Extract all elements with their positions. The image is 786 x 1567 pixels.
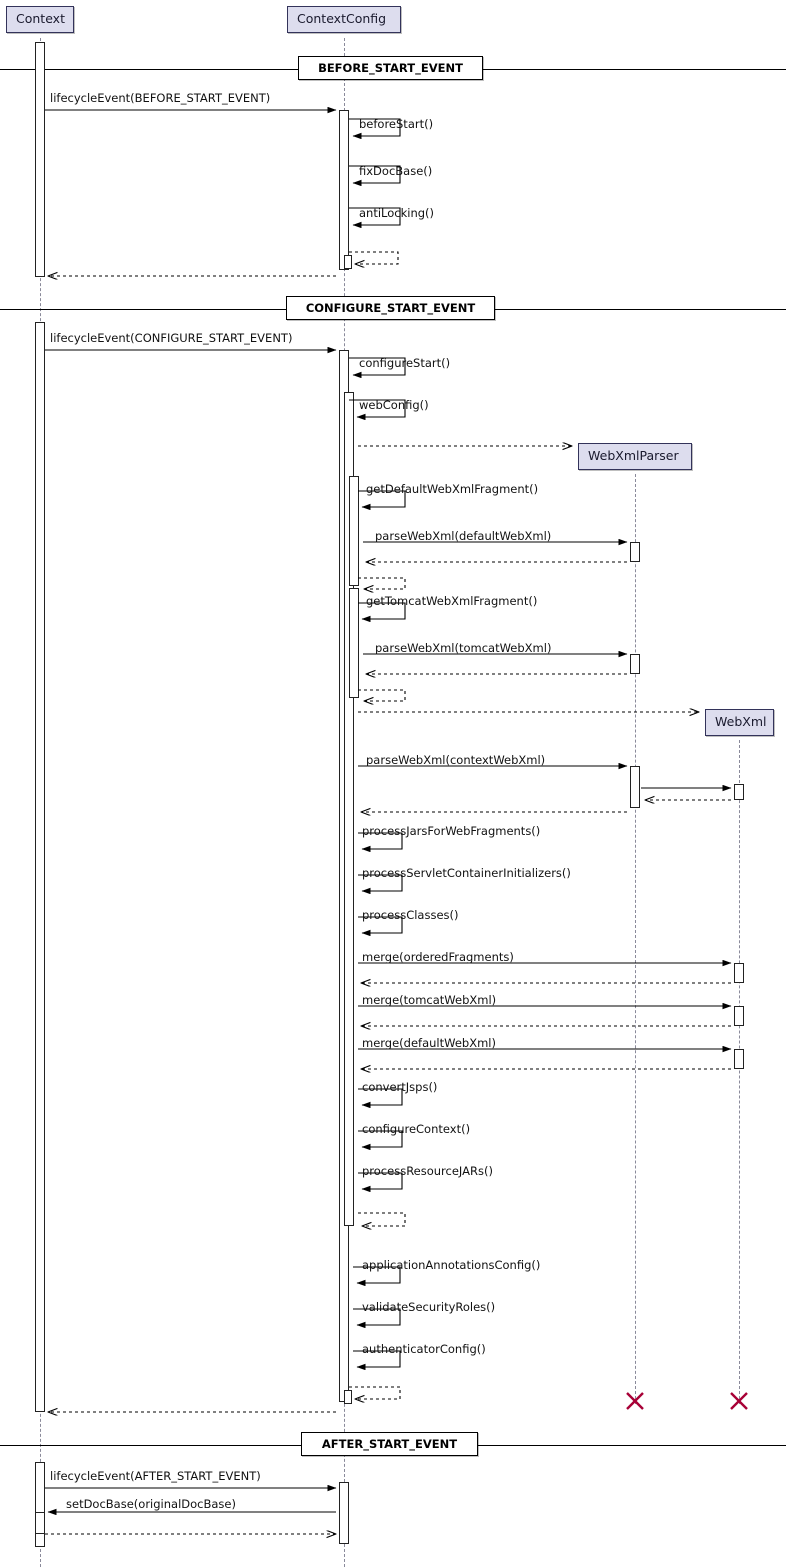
- lifeline-webxml: [739, 740, 740, 1404]
- message-label: authenticatorConfig(): [362, 1342, 486, 1356]
- message-label: configureStart(): [359, 356, 451, 370]
- message-label: fixDocBase(): [359, 164, 433, 178]
- message-label: beforeStart(): [359, 117, 434, 131]
- separator-before-start-event: [298, 56, 483, 80]
- activation-contextconfig-inner-end: [344, 1390, 352, 1404]
- separator-configure-start-event: [286, 296, 495, 320]
- message-label: getTomcatWebXmlFragment(): [366, 594, 538, 608]
- activation-webxmlparser-context: [630, 766, 640, 808]
- activation-contextconfig-before: [339, 110, 349, 270]
- activation-contextconfig-defaultfragment: [349, 476, 359, 586]
- message-label: getDefaultWebXmlFragment(): [366, 482, 539, 496]
- message-label: processServletContainerInitializers(): [362, 866, 571, 880]
- message-label: lifecycleEvent(AFTER_START_EVENT): [50, 1469, 261, 1483]
- message-label: parseWebXml(tomcatWebXml): [375, 641, 552, 655]
- participant-webxml[interactable]: [705, 709, 774, 736]
- message-label: applicationAnnotationsConfig(): [362, 1258, 541, 1272]
- separator-label: AFTER_START_EVENT: [321, 1437, 458, 1451]
- message-label: processClasses(): [362, 908, 459, 922]
- participant-contextconfig[interactable]: [287, 6, 401, 33]
- participant-context-label: Context: [16, 11, 65, 26]
- lifeline-webxmlparser: [635, 474, 636, 1404]
- message-label: processJarsForWebFragments(): [362, 824, 541, 838]
- participant-context[interactable]: [6, 6, 74, 33]
- message-label: merge(tomcatWebXml): [362, 993, 497, 1007]
- activation-webxml-merge-default: [734, 1049, 744, 1069]
- activation-context-after: [35, 1462, 45, 1547]
- participant-contextconfig-label: ContextConfig: [297, 11, 387, 26]
- activation-contextconfig-after: [339, 1482, 349, 1544]
- message-label: setDocBase(originalDocBase): [66, 1497, 236, 1511]
- destroy-marker-webxml-icon: [729, 1391, 749, 1411]
- message-label: configureContext(): [362, 1122, 471, 1136]
- activation-context-setdocbase: [35, 1512, 45, 1534]
- message-label: convertJsps(): [362, 1080, 438, 1094]
- message-label: merge(orderedFragments): [362, 950, 514, 964]
- activation-webxml-merge-ordered: [734, 963, 744, 983]
- separator-label: BEFORE_START_EVENT: [318, 61, 463, 75]
- activation-webxml-parse: [734, 784, 744, 800]
- activation-webxmlparser-default: [630, 542, 640, 562]
- activation-contextconfig-before-inner: [344, 255, 352, 269]
- message-label: processResourceJARs(): [362, 1164, 493, 1178]
- message-label: webConfig(): [359, 398, 429, 412]
- message-label: lifecycleEvent(BEFORE_START_EVENT): [50, 91, 271, 105]
- separator-label: CONFIGURE_START_EVENT: [305, 301, 476, 315]
- message-label: antiLocking(): [359, 206, 435, 220]
- participant-webxmlparser[interactable]: [578, 443, 692, 470]
- separator-after-start-event: [301, 1432, 478, 1456]
- activation-webxml-merge-tomcat: [734, 1006, 744, 1026]
- destroy-marker-webxmlparser-icon: [625, 1391, 645, 1411]
- message-label: validateSecurityRoles(): [362, 1300, 496, 1314]
- participant-webxml-label: WebXml: [715, 714, 767, 729]
- message-label: lifecycleEvent(CONFIGURE_START_EVENT): [50, 331, 293, 345]
- message-label: parseWebXml(contextWebXml): [366, 753, 546, 767]
- activation-context-configure: [35, 322, 45, 1412]
- message-label: parseWebXml(defaultWebXml): [375, 529, 552, 543]
- participant-webxmlparser-label: WebXmlParser: [588, 448, 679, 463]
- activation-context-before: [35, 42, 45, 277]
- activation-webxmlparser-tomcat: [630, 654, 640, 674]
- activation-contextconfig-tomcatfragment: [349, 588, 359, 698]
- message-label: merge(defaultWebXml): [362, 1036, 496, 1050]
